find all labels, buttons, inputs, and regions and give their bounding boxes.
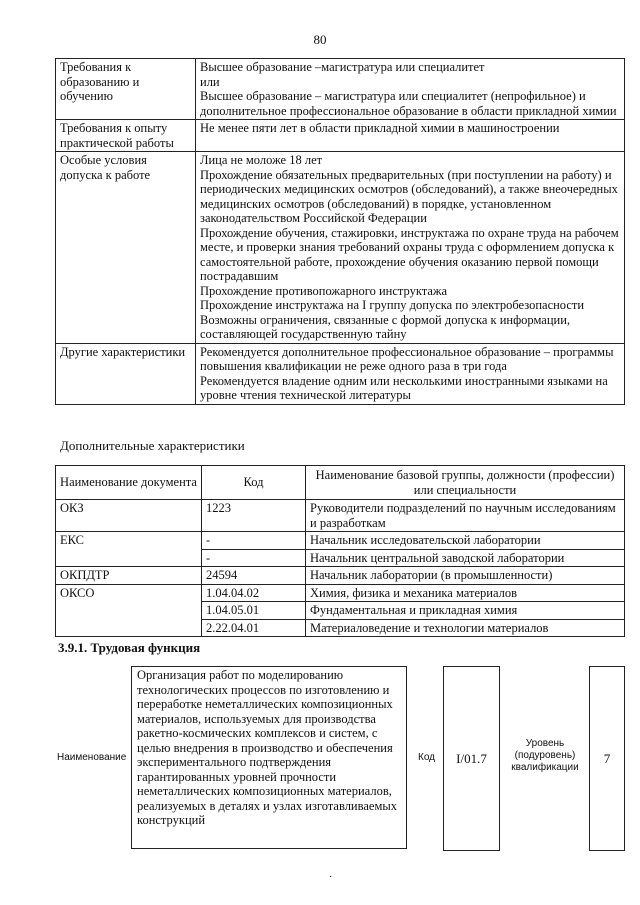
name-cell: Руководители подразделений по научным исследованиям и разработкам: [306, 500, 625, 532]
page-mark: ·: [329, 872, 333, 883]
column-header: Наименование базовой группы, должности (профессии) или специальности: [306, 466, 625, 500]
name-cell: Материаловедение и технологии материалов: [306, 619, 625, 637]
table-row: [56, 59, 625, 120]
text-line: Лица не моложе 18 лет: [200, 153, 323, 167]
row-label: Требования к опыту практической работы: [56, 120, 196, 152]
text-line: Прохождение обязательных предварительных (при поступлении на работу) и периодических медицинских осмотров (обследований), а также внеочередных медицинских осмотров (обследований) в порядке, установленном законодательством Российской Федерации: [200, 167, 618, 225]
text-line: Прохождение обучения, стажировки, инструктажа по охране труда на рабочем месте, и проверки знания требований охраны труда с оформлением допуска к самостоятельной работе, прохождение обучения оказанию первой помощи пострадавшим: [200, 225, 619, 283]
table-row: [56, 500, 625, 532]
name-cell: Начальник центральной заводской лаборатории: [306, 549, 625, 567]
text-line: Высшее образование –магистратура или специалитет: [200, 60, 485, 74]
text-line: Рекомендуется дополнительное профессиональное образование – программы повышения квалификации не реже одного раза в три года: [200, 344, 614, 373]
qualification-level: 7: [589, 666, 625, 851]
table-row: [56, 120, 625, 152]
doc-cell: ОКЗ: [56, 500, 202, 532]
text-line: или: [200, 74, 220, 89]
code-cell: 1.04.04.02: [202, 584, 306, 602]
row-value: [196, 120, 625, 152]
row-value: [196, 343, 625, 404]
code-cell: 1.04.05.01: [202, 602, 306, 620]
text-line: Высшее образование – магистратура или специалитет (непрофильное) и дополнительное профессиональное образование в области прикладной химии: [200, 89, 617, 118]
row-label: Другие характеристики: [56, 343, 196, 404]
additional-characteristics-title: Дополнительные характеристики: [60, 438, 245, 453]
name-cell: Химия, физика и механика материалов: [306, 584, 625, 602]
doc-cell: ОКСО: [56, 584, 202, 637]
table-row: [56, 532, 625, 550]
doc-cell: ЕКС: [56, 532, 202, 567]
code-cell: -: [202, 549, 306, 567]
text-line: Прохождение противопожарного инструктажа: [200, 283, 448, 298]
table-header-row: [56, 466, 625, 500]
table-row: [56, 584, 625, 602]
code-cell: 2.22.04.01: [202, 619, 306, 637]
section-title: 3.9.1. Трудовая функция: [58, 640, 201, 655]
level-label: Уровень (подуровень) квалификации: [511, 738, 579, 773]
code-cell: 24594: [202, 567, 306, 585]
name-label: Наименование: [57, 752, 127, 763]
column-header: Код: [202, 466, 306, 500]
table-row: [56, 152, 625, 344]
row-value: [196, 59, 625, 120]
table-row: [56, 567, 625, 585]
page-number: 80: [313, 32, 327, 47]
text-line: Возможны ограничения, связанные с формой допуска к информации, составляющей государственную тайну: [200, 312, 571, 341]
code-cell: 1223: [202, 500, 306, 532]
row-label: Особые условия допуска к работе: [56, 152, 196, 344]
name-cell: Фундаментальная и прикладная химия: [306, 602, 625, 620]
requirements-table: [55, 58, 625, 405]
documents-table: [55, 465, 625, 637]
labor-function-code: I/01.7: [443, 666, 500, 851]
table-row: [56, 343, 625, 404]
code-cell: -: [202, 532, 306, 550]
name-cell: Начальник исследовательской лаборатории: [306, 532, 625, 550]
row-label: Требования к образованию и обучению: [56, 59, 196, 120]
row-value: [196, 152, 625, 344]
text-line: Прохождение инструктажа на I группу допуска по электробезопасности: [200, 298, 585, 312]
name-cell: Начальник лаборатории (в промышленности): [306, 567, 625, 585]
code-label: Код: [418, 752, 436, 763]
labor-function-name: Организация работ по моделированию технологических процессов по изготовлению и переработке неметаллических композиционных материалов, используемых для производства ракетно-космических комплексов и систем, с целью внедрения в производство и обеспечения экспериментального подтверждения гарантированных уровней прочности неметаллических композиционных материалов, реализуемых в деталях и узлах изготавливаемых конструкций: [131, 666, 407, 849]
text-line: Не менее пяти лет в области прикладной химии в машиностроении: [200, 121, 560, 135]
column-header: Наименование документа: [56, 466, 202, 500]
text-line: Рекомендуется владение одним или несколькими иностранными языками на уровне чтения технической литературы: [200, 373, 608, 402]
doc-cell: ОКПДТР: [56, 567, 202, 585]
